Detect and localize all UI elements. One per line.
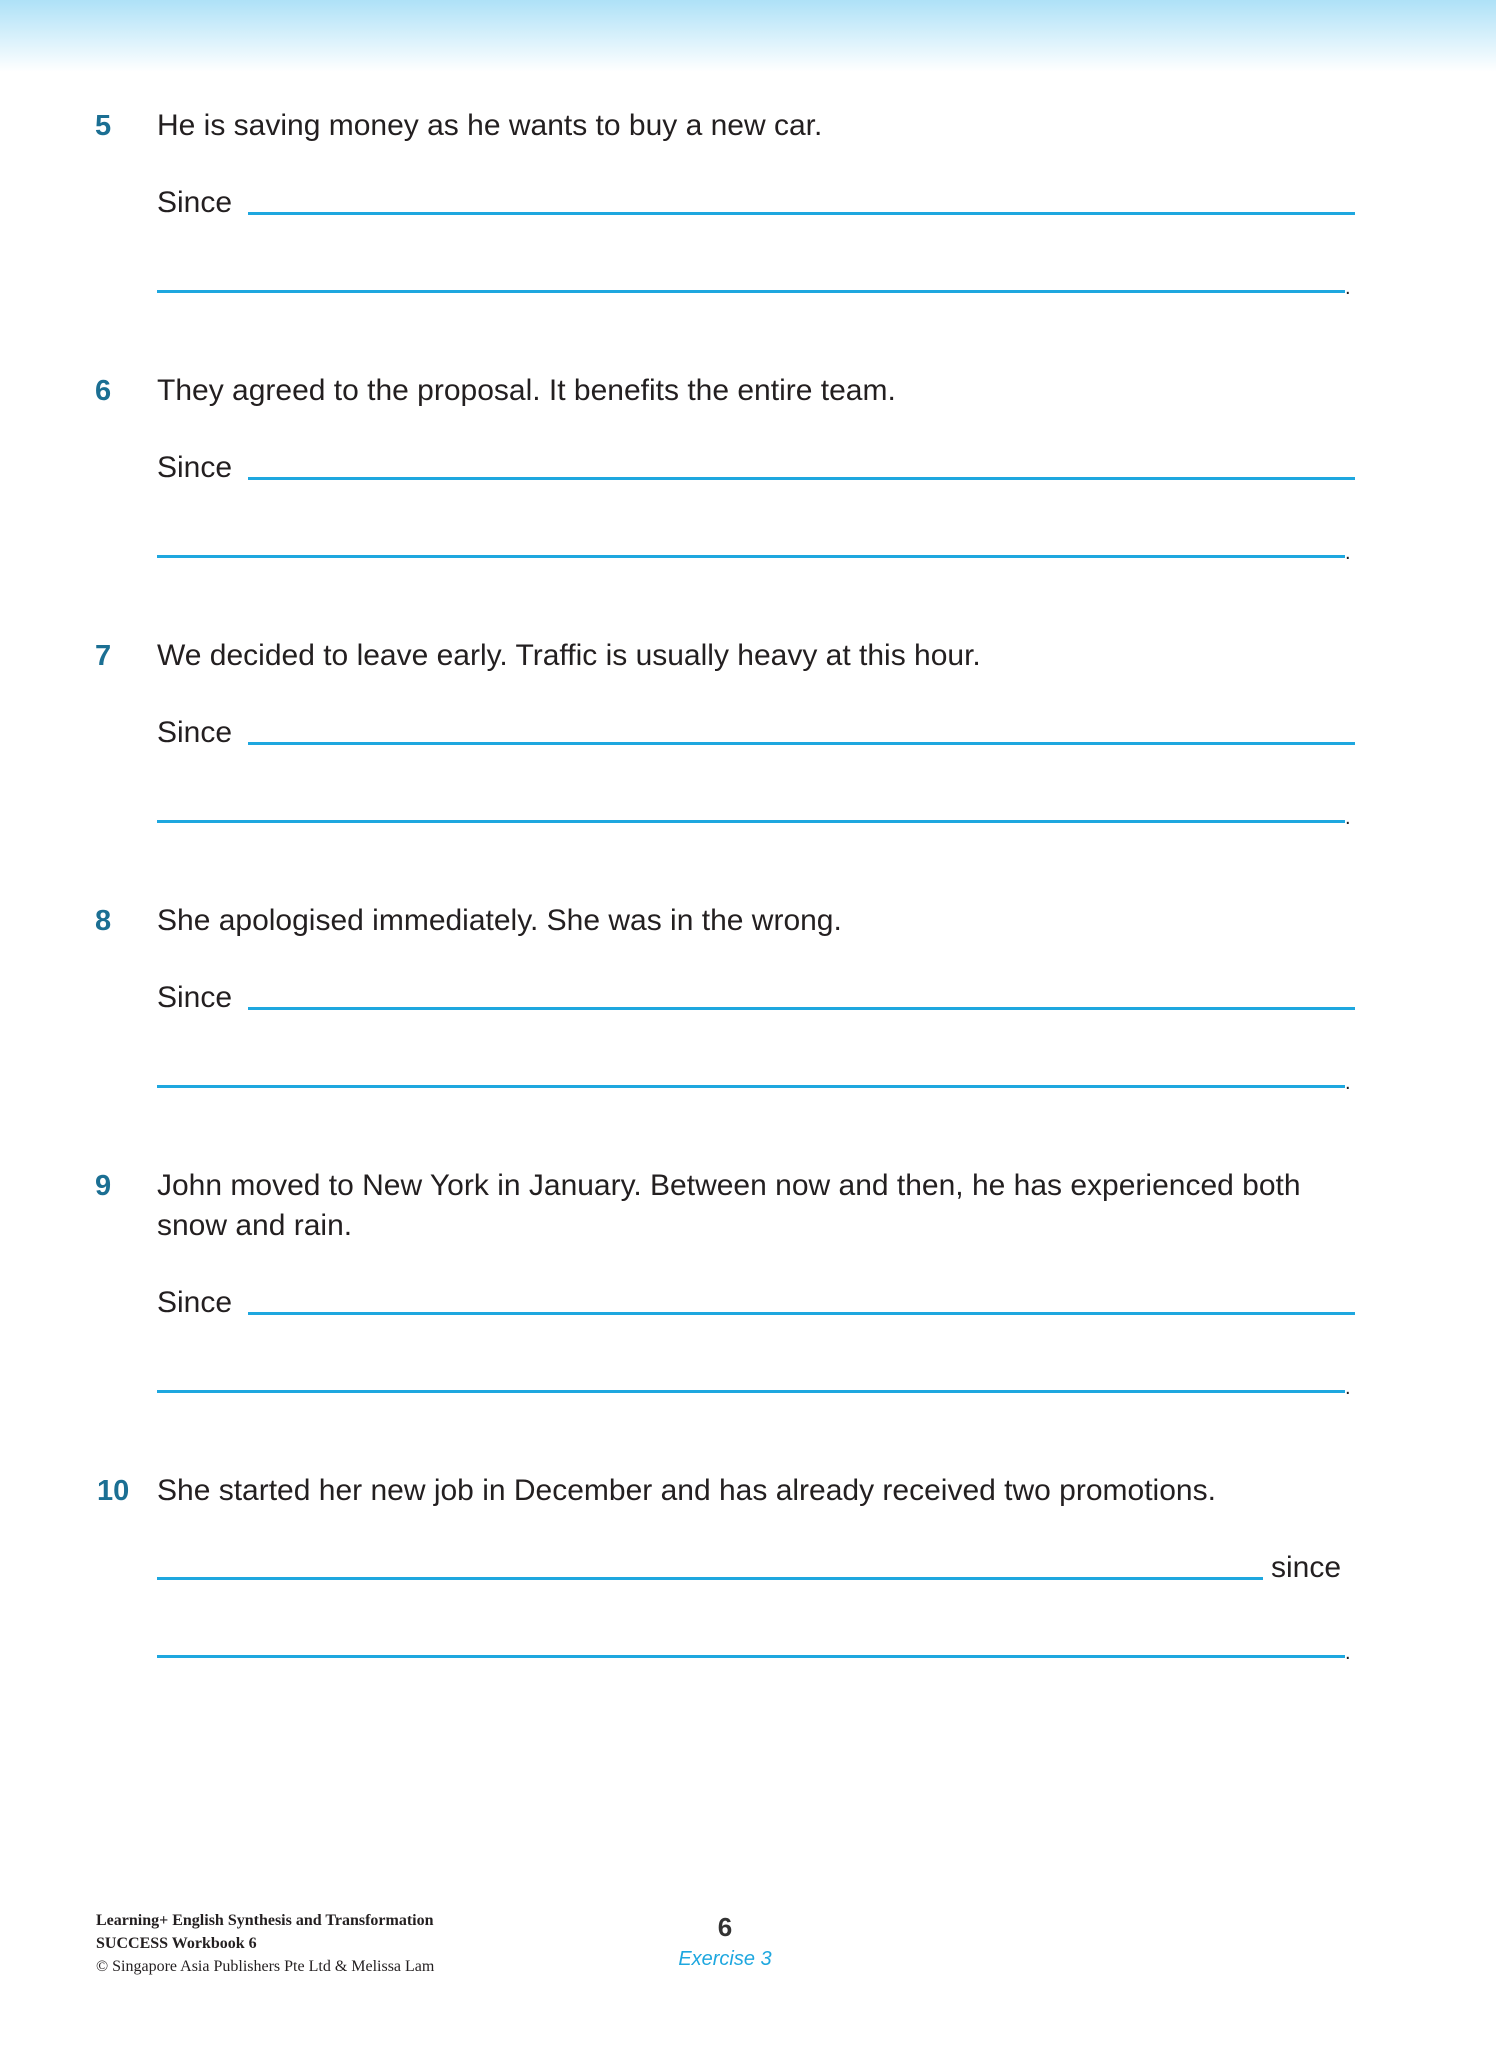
answer-line-1[interactable] [248,742,1355,745]
book-title: Learning+ English Synthesis and Transformation [96,1912,434,1929]
answer-line-2[interactable] [157,1085,1345,1088]
end-period: . [1345,1642,1351,1664]
question-text: John moved to New York in January. Between now and then, he has experienced both snow and rain. [157,1169,1301,1242]
answer-line-1[interactable] [248,1007,1355,1010]
end-period: . [1345,1377,1351,1399]
question-number: 6 [95,375,112,407]
end-period: . [1345,807,1351,829]
footer-credits [96,1909,434,1978]
answer-line-1[interactable] [248,1312,1355,1315]
question-text: We decided to leave early. Traffic is usually heavy at this hour. [157,639,981,672]
end-period: . [1345,1072,1351,1094]
answer-line-1[interactable] [248,477,1355,480]
answer-line-2[interactable] [157,820,1345,823]
book-subtitle: SUCCESS Workbook 6 [96,1935,257,1952]
question-text: She started her new job in December and has already received two promotions. [157,1474,1216,1507]
prompt-word: Since [157,186,233,219]
question-number: 10 [97,1475,130,1507]
question-number: 8 [95,905,112,937]
header-band [0,0,1496,72]
question-number: 5 [95,110,112,142]
answer-line-1[interactable] [248,212,1355,215]
end-period: . [1345,542,1351,564]
answer-line-1[interactable] [157,1577,1263,1580]
answer-line-2[interactable] [157,290,1345,293]
prompt-word: Since [157,451,233,484]
end-period: . [1345,277,1351,299]
exercise-label: Exercise 3 [678,1948,772,1970]
prompt-word: Since [157,716,233,749]
prompt-word: Since [157,981,233,1014]
question-text: They agreed to the proposal. It benefits the entire team. [157,374,896,407]
answer-line-2[interactable] [157,1655,1345,1658]
question-number: 9 [95,1170,112,1202]
question-number: 7 [95,640,112,672]
prompt-word: Since [157,1286,233,1319]
question-text: She apologised immediately. She was in the wrong. [157,904,842,937]
prompt-word: since [1271,1551,1342,1584]
copyright: © Singapore Asia Publishers Pte Ltd & Melissa Lam [96,1958,435,1975]
answer-line-2[interactable] [157,1390,1345,1393]
question-text: He is saving money as he wants to buy a new car. [157,109,823,142]
answer-line-2[interactable] [157,555,1345,558]
page-number: 6 [717,1912,733,1942]
